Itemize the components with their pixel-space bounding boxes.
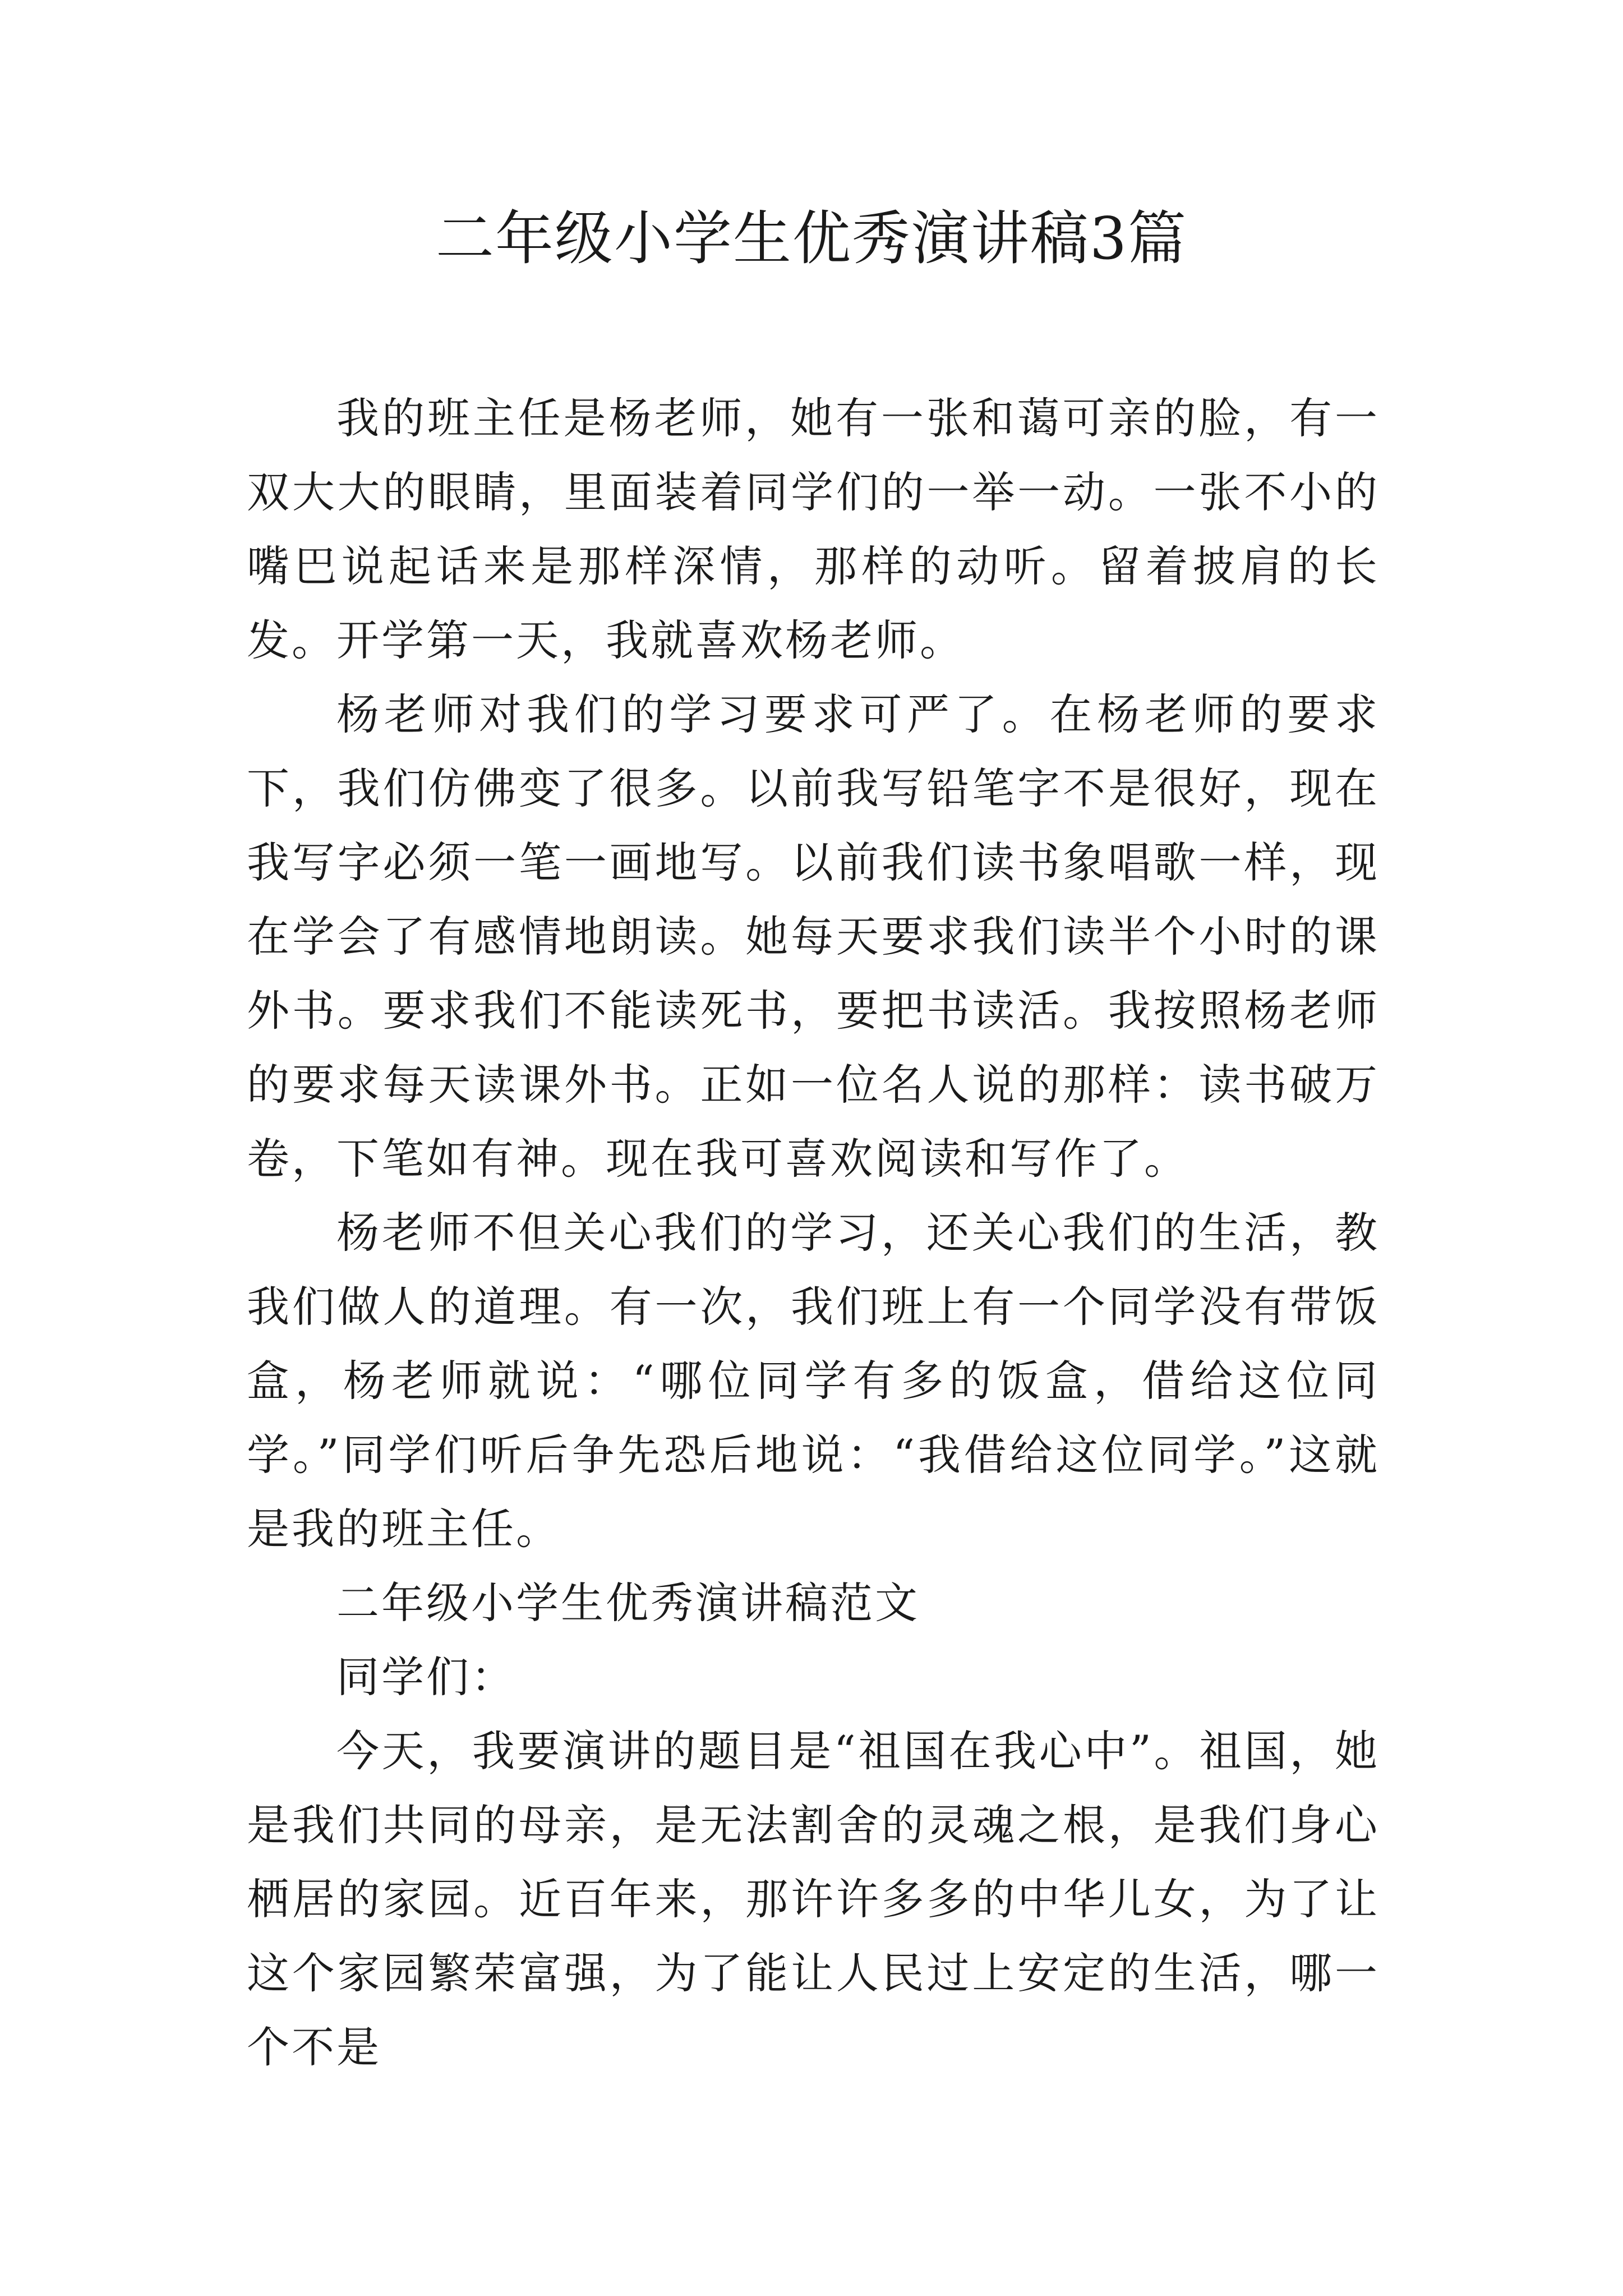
document-title: 二年级小学生优秀演讲稿3篇	[435, 204, 1188, 273]
paragraph: 我的班主任是杨老师，她有一张和蔼可亲的脸，有一双大大的眼睛，里面装着同学们的一举一动。一张不小的嘴巴说起话来是那样深情，那样的动听。留着披肩的长发。开学第一天，我就喜欢杨老师。	[247, 393, 1380, 665]
paragraph: 今天，我要演讲的题目是“祖国在我心中”。祖国，她是我们共同的母亲，是无法割舍的灵魂之根，是我们身心栖居的家园。近百年来，那许许多多的中华儿女，为了让这个家园繁荣富强，为了能让人民过上安定的生活，哪一个不是	[247, 1726, 1380, 2072]
paragraph: 杨老师不但关心我们的学习，还关心我们的生活，教我们做人的道理。有一次，我们班上有一个同学没有带饭盒，杨老师就说：“哪位同学有多的饭盒，借给这位同学。”同学们听后争先恐后地说：“我借给这位同学。”这就是我的班主任。	[247, 1208, 1380, 1554]
paragraph: 杨老师对我们的学习要求可严了。在杨老师的要求下，我们仿佛变了很多。以前我写铅笔字不是很好，现在我写字必须一笔一画地写。以前我们读书象唱歌一样，现在学会了有感情地朗读。她每天要求我们读半个小时的课外书。要求我们不能读死书，要把书读活。我按照杨老师的要求每天读课外书。正如一位名人说的那样：读书破万卷，下笔如有神。现在我可喜欢阅读和写作了。	[247, 689, 1380, 1184]
section-heading: 二年级小学生优秀演讲稿范文	[336, 1578, 920, 1628]
salutation: 同学们：	[336, 1652, 516, 1702]
document-body	[247, 381, 1380, 2085]
